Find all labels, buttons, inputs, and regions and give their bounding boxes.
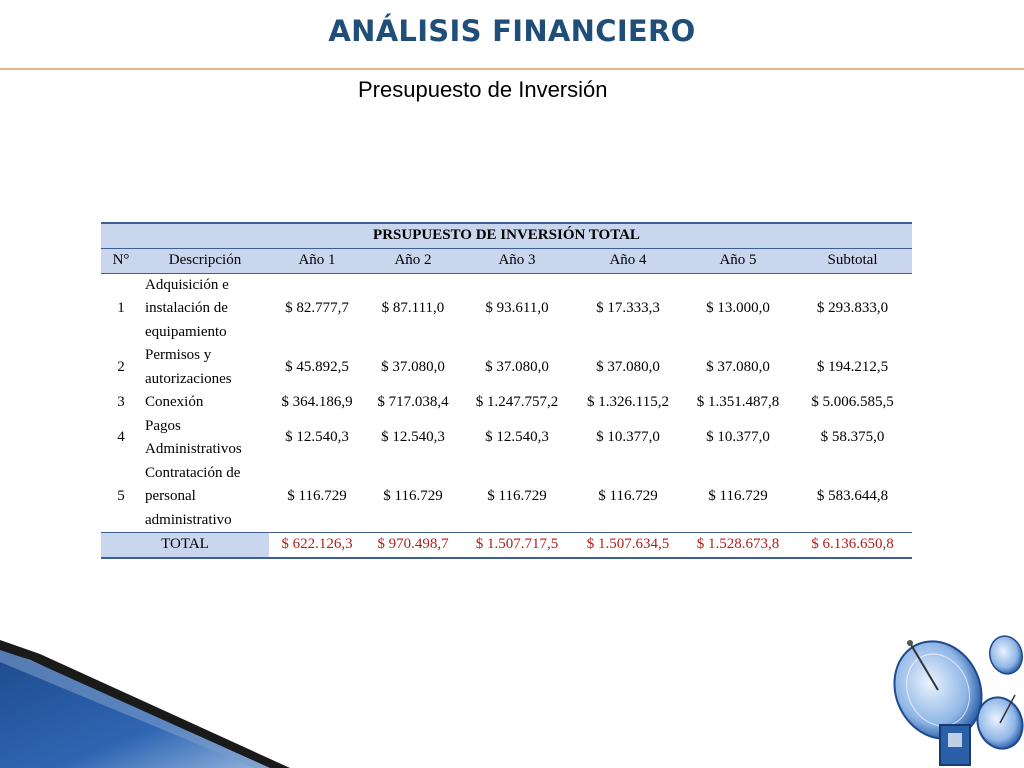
row-description: Contratación de personal administrativo	[145, 464, 241, 528]
cell-year-4: $ 17.333,3	[596, 300, 660, 316]
cell-year-1: $ 12.540,3	[285, 429, 349, 446]
cell-year-4: $ 1.326.115,2	[587, 394, 669, 410]
column-header-year-2: Año 2	[365, 249, 461, 274]
column-header-year-3: Año 3	[461, 249, 573, 274]
table-caption: PRSUPUESTO DE INVERSIÓN TOTAL	[101, 223, 912, 249]
table-header-row	[101, 249, 912, 274]
cell-year-4: $ 116.729	[598, 488, 658, 504]
cell-year-1: $ 45.892,5	[285, 358, 349, 375]
row-number: 3	[117, 394, 125, 410]
total-year-3: $ 1.507.717,5	[461, 533, 573, 558]
cell-year-2: $ 12.540,3	[381, 429, 445, 446]
cell-subtotal: $ 58.375,0	[820, 429, 885, 446]
cell-subtotal: $ 5.006.585,5	[811, 394, 894, 410]
cell-year-2: $ 116.729	[383, 488, 443, 504]
cell-year-5: $ 10.377,0	[706, 429, 770, 446]
slide-subtitle: Presupuesto de Inversión	[358, 77, 608, 102]
table-total-row	[101, 533, 912, 558]
table-row	[101, 273, 912, 344]
cell-year-3: $ 12.540,3	[485, 429, 549, 446]
cell-subtotal: $ 583.644,8	[816, 488, 889, 504]
row-description: Adquisición e instalación de equipamiento	[145, 276, 229, 340]
row-description: Conexión	[145, 394, 204, 410]
cell-year-2: $ 717.038,4	[377, 394, 449, 410]
cell-year-2: $ 37.080,0	[381, 358, 445, 375]
total-year-5: $ 1.528.673,8	[683, 533, 793, 558]
cell-year-5: $ 13.000,0	[706, 300, 770, 316]
column-header-year-1: Año 1	[269, 249, 365, 274]
table-row	[101, 391, 912, 415]
cell-year-4: $ 37.080,0	[596, 358, 660, 375]
table-caption-row	[101, 223, 912, 249]
total-label: TOTAL	[101, 533, 269, 558]
row-number: 5	[117, 488, 125, 504]
table-row	[101, 462, 912, 533]
cell-year-2: $ 87.111,0	[381, 300, 445, 316]
table-row	[101, 344, 912, 391]
slide-title: ANÁLISIS FINANCIERO	[328, 14, 696, 48]
table-row	[101, 415, 912, 462]
row-number: 4	[117, 429, 125, 446]
row-number: 1	[117, 300, 125, 316]
title-divider	[0, 68, 1024, 70]
cell-year-3: $ 116.729	[487, 488, 547, 504]
investment-budget-table	[101, 222, 912, 559]
cell-subtotal: $ 194.212,5	[816, 358, 889, 375]
column-header-number: N°	[101, 249, 141, 274]
column-header-year-5: Año 5	[683, 249, 793, 274]
column-header-description: Descripción	[141, 249, 269, 274]
row-description: Pagos Administrativos	[145, 417, 242, 457]
cell-year-3: $ 1.247.757,2	[475, 394, 559, 410]
total-year-4: $ 1.507.634,5	[573, 533, 683, 558]
column-header-subtotal: Subtotal	[793, 249, 912, 274]
cell-year-3: $ 37.080,0	[485, 358, 549, 375]
total-subtotal: $ 6.136.650,8	[793, 533, 912, 558]
cell-year-5: $ 116.729	[708, 488, 768, 504]
satellite-dish-icon	[880, 635, 1024, 768]
cell-subtotal: $ 293.833,0	[816, 300, 889, 316]
total-year-2: $ 970.498,7	[365, 533, 461, 558]
blue-swoosh-decoration	[0, 640, 290, 768]
row-number: 2	[117, 358, 125, 375]
cell-year-5: $ 1.351.487,8	[696, 394, 780, 410]
cell-year-1: $ 116.729	[287, 488, 347, 504]
column-header-year-4: Año 4	[573, 249, 683, 274]
cell-year-3: $ 93.611,0	[485, 300, 549, 316]
cell-year-5: $ 37.080,0	[706, 358, 770, 375]
cell-year-1: $ 82.777,7	[285, 300, 349, 316]
total-year-1: $ 622.126,3	[269, 533, 365, 558]
row-description: Permisos y autorizaciones	[145, 347, 232, 387]
cell-year-1: $ 364.186,9	[281, 394, 353, 410]
cell-year-4: $ 10.377,0	[596, 429, 660, 446]
